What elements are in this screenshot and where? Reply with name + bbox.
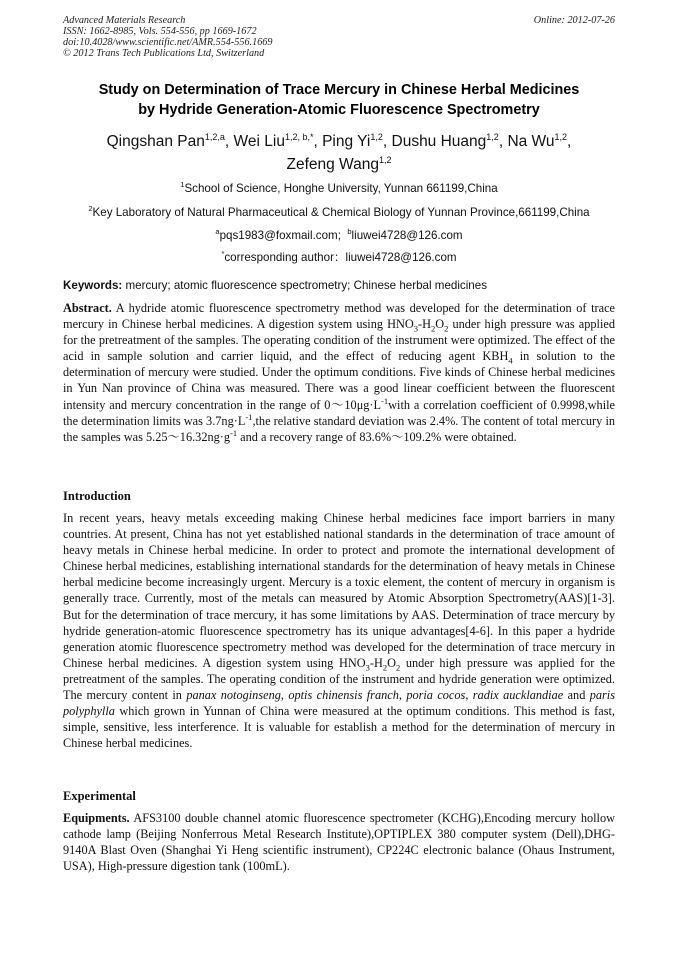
author-name: Wei Liu [233,133,285,150]
author-line-2 [50,153,628,176]
subscript: 2 [430,323,436,334]
abstract-text: with a correlation coefficient of 0.9998,while the determination limits was 3.7ng·L [63,397,615,428]
affiliation-2 [30,206,648,220]
superscript: -1 [381,395,389,406]
email-b[interactable]: liuwei4728@126.com [351,229,463,242]
issn-line: ISSN: 1662-8985, Vols. 554-556, pp 1669-1672 [63,26,257,37]
paper-title [40,80,638,120]
affiliation-mark: 2 [88,204,93,214]
subscript: 4 [508,355,513,366]
species-name: radix aucklandiae [472,688,564,703]
author-name: Zefeng Wang [286,156,379,173]
intro-text: In recent years, heavy metals exceeding making Chinese herbal medicines face import barriers in many countries. At present, China has not yet established national standards in the determination of trace amount of heavy metals in Chinese herbal medicine. In order to protect and promote the international development of Chinese herbal medicines, establishing international standards for the determination of heavy metals in Chinese herbal medicine become increasingly urgent. Mercury is a toxic element, the content of mercury in organism is generally trace. Currently, most of the metals can measured by Atomic Absorption Spectrometry(AAS)[1-3]. But for the determination of trace mercury, it has some limitations by AAS. Determination of trace mercury by hydride generation-atomic fluorescence spectrometry has its unique advantages[4-6]. In this paper a hydride generation atomic fluorescence spectrometry method was developed for the determination of trace mercury in Chinese herbal medicines. A digestion system using HNO [63,511,615,670]
intro-text: which grown in Yunnan of China were measured at the optimum conditions. This method is fast, simple, sensitive, less interference. It is valuable for establish a method for the determination of mercury in Chinese herbal medicines. [63,704,615,751]
author-affiliation-mark: 1,2, b,* [284,131,314,142]
equipments-text: AFS3100 double channel atomic fluorescence spectrometer (KCHG),Encoding mercury hollow cathode lamp (Beijing Nonferrous Metal Research Institute),OPTIPLEX 380 computer system (Dell),DHG-9140A Blast Oven (Shanghai Yi Heng scientific instrument), CP224C electronic balance (Ohaus Instrument, USA), High-pressure digestion tank (100mL). [63,811,615,874]
abstract-text: ,the relative standard deviation was 2.4%. The content of total mercury in the samples was 5.25～16.32ng·g [63,413,616,444]
author-name: Ping Yi [322,133,371,150]
affiliation-text: Key Laboratory of Natural Pharmaceutical & Chemical Biology of Yunnan Province,661199,China [92,206,590,219]
subscript: 3 [365,662,370,673]
author-affiliation-mark: 1,2 [486,131,499,142]
intro-text: , [280,688,289,703]
intro-text: and [563,688,590,703]
email-line [30,229,648,243]
superscript: -1 [230,427,238,438]
intro-text: -H [369,655,383,670]
introduction-heading: Introduction [63,489,131,503]
journal-name: Advanced Materials Research [63,15,186,26]
abstract-label: Abstract. [63,301,112,315]
species-name: panax notoginseng [186,688,281,703]
subscript: 2 [382,662,388,673]
keywords-text: mercury; atomic fluorescence spectrometry; Chinese herbal medicines [125,279,487,292]
doi-line: doi:10.4028/www.scientific.net/AMR.554-556.1669 [63,37,273,48]
affiliation-text: School of Science, Honghe University, Yunnan 661199,China [184,182,498,195]
abstract [63,300,615,445]
copyright-line: © 2012 Trans Tech Publications Ltd, Switzerland [63,48,265,59]
author-separator: , [224,133,234,150]
affiliation-1 [30,182,648,196]
species-name: poria cocos [406,688,466,703]
author-affiliation-mark: 1,2 [378,154,392,165]
abstract-text: and a recovery range of 83.6%～109.2% were obtained. [237,429,517,444]
author-separator: , [498,133,508,150]
intro-text: , [465,688,473,703]
affiliation-mark: 1 [180,180,185,190]
subscript: 2 [444,323,449,334]
author-separator: , [313,133,323,150]
title-line-2: by Hydride Generation-Atomic Fluorescence Spectrometry [138,102,540,118]
abstract-text: A hydride atomic fluorescence spectrometry method was developed for the determination of trace mercury in Chinese herbal medicines. A digestion system using HNO [63,301,615,332]
subscript: 3 [413,323,418,334]
author-list [50,130,628,176]
author-name: Na Wu [507,133,555,150]
species-name: optis chinensis franch [288,688,399,703]
journal-header [63,15,615,59]
abstract-text: -H [417,317,431,332]
abstract-text: O [435,317,445,332]
superscript: -1 [245,411,253,422]
corresponding-text: corresponding author：liuwei4728@126.com [224,251,457,264]
abstract-text: under high pressure was applied for the pretreatment of the samples. The operating condition of the instrument were optimized. The effect of the acid in sample solution and carrier liquid, and the effect of reducing agent KBH [63,317,615,364]
experimental-body [63,810,615,874]
author-separator: , [382,133,392,150]
author-name: Qingshan Pan [106,133,205,150]
author-name: Dushu Huang [391,133,487,150]
online-date: Online: 2012-07-26 [533,15,615,26]
email-mark-a: a [215,227,220,237]
equipments-label: Equipments. [63,811,130,825]
author-affiliation-mark: 1,2 [554,131,568,142]
author-line-1 [50,130,628,153]
experimental-heading: Experimental [63,789,136,803]
title-line-1: Study on Determination of Trace Mercury in Chinese Herbal Medicines [98,82,580,98]
abstract-text: in solution to the determination of mercury were studied. Under the optimum conditions. Five kinds of Chinese herbal medicines in Yun Nan province of China was measured. There was a good linear coefficient between the fluorescent intensity and mercury concentration in the range of 0～10μg·L [63,349,615,412]
intro-text: O [387,655,396,670]
intro-text: under high pressure was applied for the pretreatment of the samples. The operating condition of the instrument and hydride generation were optimized. The mercury content in [63,655,615,703]
email-a[interactable]: pqs1983@foxmail.com; [219,229,341,242]
corresponding-author [30,251,648,265]
author-affiliation-mark: 1,2,a [204,131,225,142]
email-mark-b: b [347,227,352,237]
species-name: paris polyphylla [63,688,616,719]
keywords [63,279,623,293]
keywords-label: Keywords: [63,279,123,292]
author-separator: , [567,133,572,150]
introduction-body [63,510,615,751]
subscript: 2 [395,662,401,673]
corresponding-mark: * [221,249,225,259]
intro-text: , [398,688,407,703]
author-affiliation-mark: 1,2 [370,131,383,142]
